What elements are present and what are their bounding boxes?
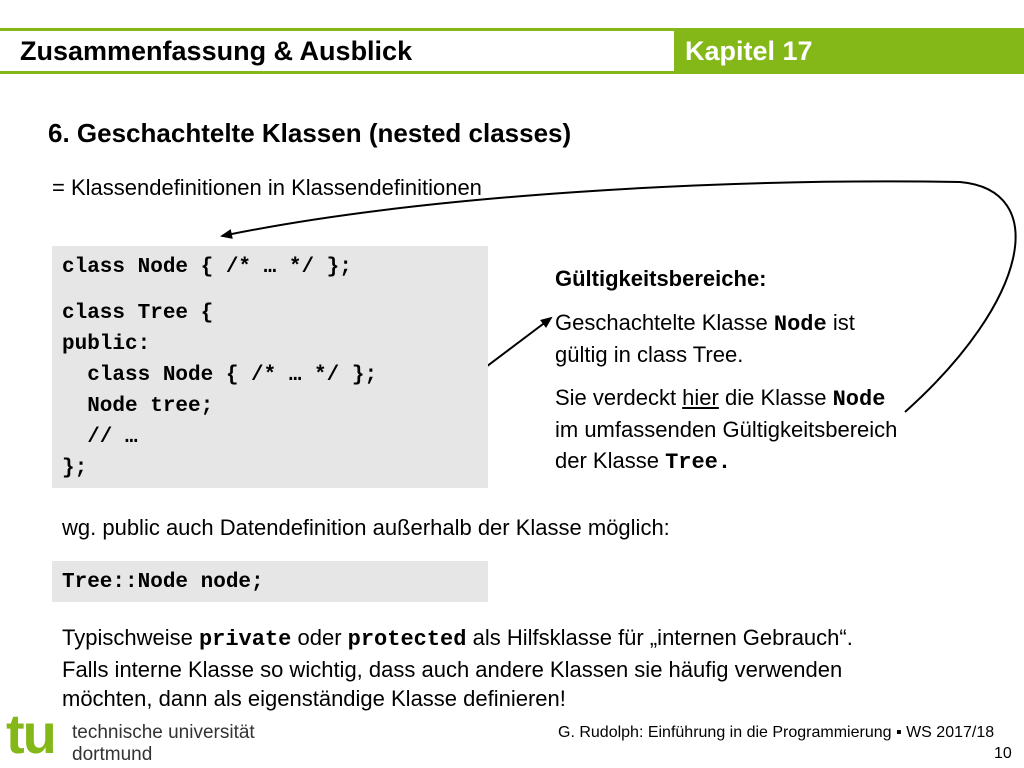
scope-heading: Gültigkeitsbereiche: [555,266,767,291]
code-line: class Tree { [62,302,214,325]
code-line: Node tree; [62,395,214,418]
code-line: Tree::Node node; [62,571,264,594]
closing-line-1: Typischweise private oder protected als Hilfsklasse für „internen Gebrauch“. [62,625,853,652]
scope-paragraph-2-line3: der Klasse Tree. [555,448,732,475]
footer-credit: G. Rudolph: Einführung in die Programmierung ▪ WS 2017/18 [558,724,995,741]
slide-title: Zusammenfassung & Ausblick [20,36,413,66]
closing-line-2: Falls interne Klasse so wichtig, dass auch andere Klassen sie häufig verwenden [62,657,843,682]
scope-paragraph-2-line2: im umfassenden Gültigkeitsbereich [555,417,898,442]
page-number: 10 [994,745,1012,762]
university-name-line1: technische universität [72,722,255,743]
university-name-line2: dortmund [72,744,153,765]
code-line: class Node { /* … */ }; [62,364,378,387]
scope-paragraph-1-line2: gültig in class Tree. [555,342,744,367]
scope-paragraph-1: Geschachtelte Klasse Node ist [555,310,855,337]
code-line: }; [62,457,88,480]
chapter-label: Kapitel 17 [685,36,813,66]
code-line: // … [62,426,138,449]
scope-paragraph-2: Sie verdeckt hier die Klasse Node [555,385,886,412]
tu-logo: tu [6,702,55,765]
code-line: class Node { /* … */ }; [62,256,352,279]
closing-line-3: möchten, dann als eigenständige Klasse definieren! [62,686,566,711]
code-line: public: [62,333,151,356]
intro-text: = Klassendefinitionen in Klassendefinitionen [52,175,482,200]
public-note: wg. public auch Datendefinition außerhalb der Klasse möglich: [62,515,670,540]
section-title: 6. Geschachtelte Klassen (nested classes) [48,118,572,148]
